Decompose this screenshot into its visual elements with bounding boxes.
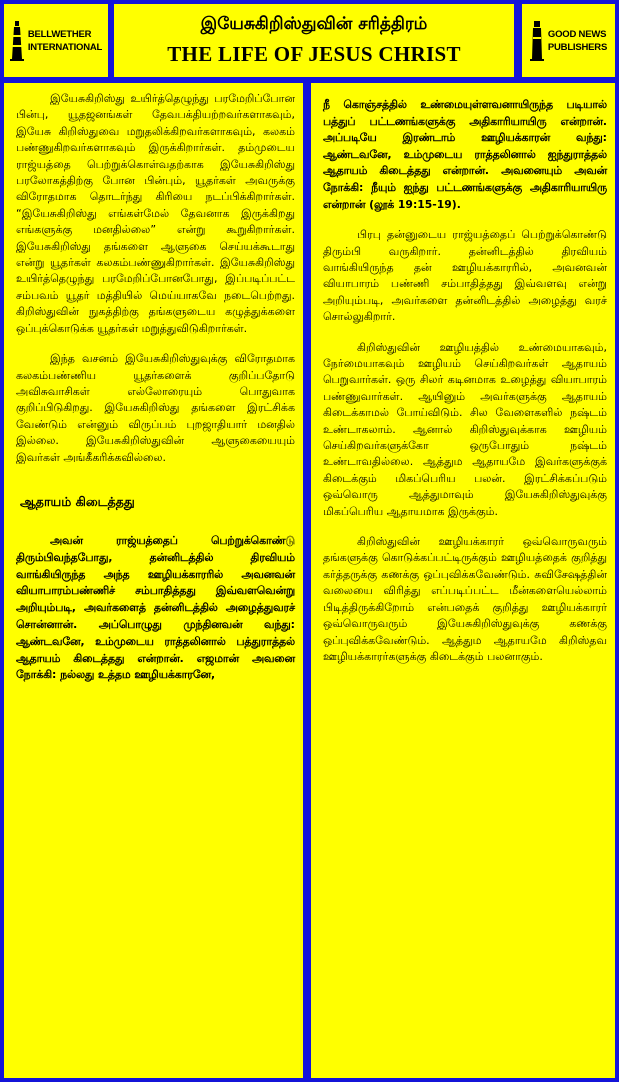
logo-line-2: PUBLISHERS — [547, 41, 608, 53]
scripture-quote-continued: நீ கொஞ்சத்தில் உண்மையுள்ளவனாயிருந்த படியால் பத்துப் பட்டணங்களுக்கு அதிகாரியாயிரு என்றான். அப்படியே இரண்டாம் ஊழியக்காரன் வந்து: ஆண்டவனே, உம்முடைய ராத்தலினால் ஐந்துராத்தல் ஆதாயம் கிடைத்தது என்றான். அவனையும் அவன் நோக்கி: நீயும் ஐந்து பட்டணங்களுக்கு அதிகாரியாயிரு என்றான் (லூக் 19:15-19). — [323, 98, 607, 211]
good-news-publishers-logo — [522, 4, 615, 77]
logo-line-1: BELLWETHER — [27, 28, 92, 40]
section-heading: ஆதாயம் கிடைத்தது — [20, 493, 135, 509]
page-title-english: THE LIFE OF JESUS CHRIST — [167, 42, 461, 66]
book-icon — [530, 21, 544, 61]
page-title-tamil: இயேசுகிறிஸ்துவின் சரித்திரம் — [200, 14, 428, 34]
paragraph: கிறிஸ்துவின் ஊழியத்தில் உண்மையாகவும், நேர்மையாகவும் ஊழியம் செய்கிறவர்கள் ஆதாயம் பெறுவார்கள். ஒரு சிலர் கடினமாக உழைத்து வியாபாரம் பண்ணுவார்கள். ஆயினும் அவர்களுக்கு ஆதாயம் கிடைக்காமல் போய்விடும். சில வேளைகளில் நஷ்டம் உண்டாகலாம். ஆனால் கிறிஸ்துவுக்காக ஊழியம் செய்கிறவர்களுக்கோ ஒருபோதும் நஷ்டம் உண்டாவதில்லை. ஆத்தும ஆதாயமே இவர்களுக்குக் கிடைக்கும் மிகப்பெரிய பலன். இரட்சிக்கப்படும் ஒவ்வொரு ஆத்துமாவும் இயேசுகிறிஸ்துவுக்கு மிகப்பெரிய ஆதாயமாக இருக்கும். — [323, 340, 607, 518]
scripture-quote: அவன் ராஜ்யத்தைப் பெற்றுக்கொண்டு திரும்பிவந்தபோது, தன்னிடத்தில் திரவியம் வாங்கியிருந்த அந்த ஊழியக்காரரில் அவனவன் வியாபாரம்பண்ணிச் சம்பாதித்தது இவ்வளவென்று அறியும்படி, அவர்களைத் தன்னிடத்தில் அழைத்துவரச் சொன்னான். அப்பொழுது முந்தினவன் வந்து: ஆண்டவனே, உம்முடைய ராத்தலினால் பத்துராத்தல் ஆதாயம் கிடைத்தது என்றான். எஜமான் அவனை நோக்கி: நல்லது உத்தம ஊழியக்காரனே, — [16, 533, 295, 682]
title-banner — [114, 4, 514, 77]
paragraph: கிறிஸ்துவின் ஊழியக்காரர் ஒவ்வொருவரும் தங்களுக்கு கொடுக்கப்பட்டிருக்கும் ஊழியத்தைக் குறித்து கர்த்தருக்கு கணக்கு ஒப்புவிக்கவேண்டும். சுவிசேஷத்தின் வலையை விரித்து எப்படிப்பட்ட மீன்களையெல்லாம் பிடித்திருக்கிறோம் என்பதைக் குறித்து ஊழியக்காரர் ஒவ்வொருவரும் இயேசுகிறிஸ்துவுக்கு கணக்கு ஒப்புவிக்கவேண்டும். ஆத்தும ஆதாயமே கிறிஸ்தவ ஊழியக்காரர்களுக்கு கிடைக்கும் பலனாகும். — [323, 535, 607, 663]
paragraph: பிரபு தன்னுடைய ராஜ்யத்தைப் பெற்றுக்கொண்டு திரும்பி வருகிறார். தன்னிடத்தில் திரவியம் வாங்கியிருந்த தன் ஊழியக்காரரில், அவனவன் வியாபாரம் பண்ணி சம்பாதித்தது இவ்வளவு என்று அறியும்படி, அவர்களை தன்னிடத்தில் அழைத்து வரச் சொல்லுகிறார். — [323, 228, 607, 324]
left-column — [4, 83, 303, 1078]
logo-line-2: INTERNATIONAL — [27, 41, 103, 53]
lighthouse-icon — [10, 21, 24, 61]
paragraph: இயேசுகிறிஸ்து உயிர்த்தெழுந்து பரமேறிப்போன பின்பு, யூதஜனங்கள் தேவபக்தியற்றவர்களாகவும், இயேசு கிறிஸ்துவை மறுதலிக்கிறவர்களாகவும், கலகம் பண்ணுகிறவர்களாகவும் இருக்கிறார்கள். தம்முடைய ராஜ்யத்தை பெற்றுக்கொள்வதற்காக இயேசுகிறிஸ்து பரலோகத்திற்கு போன பின்பும், யூதர்கள் அவருக்கு விரோதமாக தொடர்ந்து கிரியை நடப்பிக்கிறார்கள். “இயேசுகிறிஸ்து எங்கள்மேல் தேவனாக இருக்கிறது எங்களுக்கு மனதில்லை” என்று கூறுகிறார்கள். இயேசுகிறிஸ்து தங்களை ஆளுகை செய்யக்கூடாது என்று யூதர்கள் கலகம்பண்ணுகிறார்கள். இயேசுகிறிஸ்து உயிர்த்தெழுந்து பரமேறிப்போனபோது, இப்படிப்பட்ட சம்பவம் யூதர் மத்தியில் மெய்யாகவே நடைபெற்றது. கிறிஸ்துவின் நுகத்திற்கு தங்களுடைய கழுத்துக்களை ஒப்புக்கொடுக்க யூதர்கள் மறுத்துவிடுகிறார்கள். — [16, 92, 295, 335]
logo-line-1: GOOD NEWS — [547, 28, 607, 40]
paragraph: இந்த வசனம் இயேசுகிறிஸ்துவுக்கு விரோதமாக கலகம்பண்ணிய யூதர்களைக் குறிப்பதோடு அவிசுவாசிகள் எல்லோரையும் பொதுவாக குறிப்பிடுகிறது. இயேசுகிறிஸ்து தங்களை இரட்சிக்க வேண்டும் என்னும் விருப்பம் புறஜாதியார் மனதில் இல்லை. இயேசுகிறிஸ்துவின் ஆளுகையையும் இவர்கள் அங்கீகரிக்கவில்லை. — [16, 352, 295, 464]
right-column — [311, 83, 615, 1078]
bellwether-logo — [4, 4, 108, 77]
